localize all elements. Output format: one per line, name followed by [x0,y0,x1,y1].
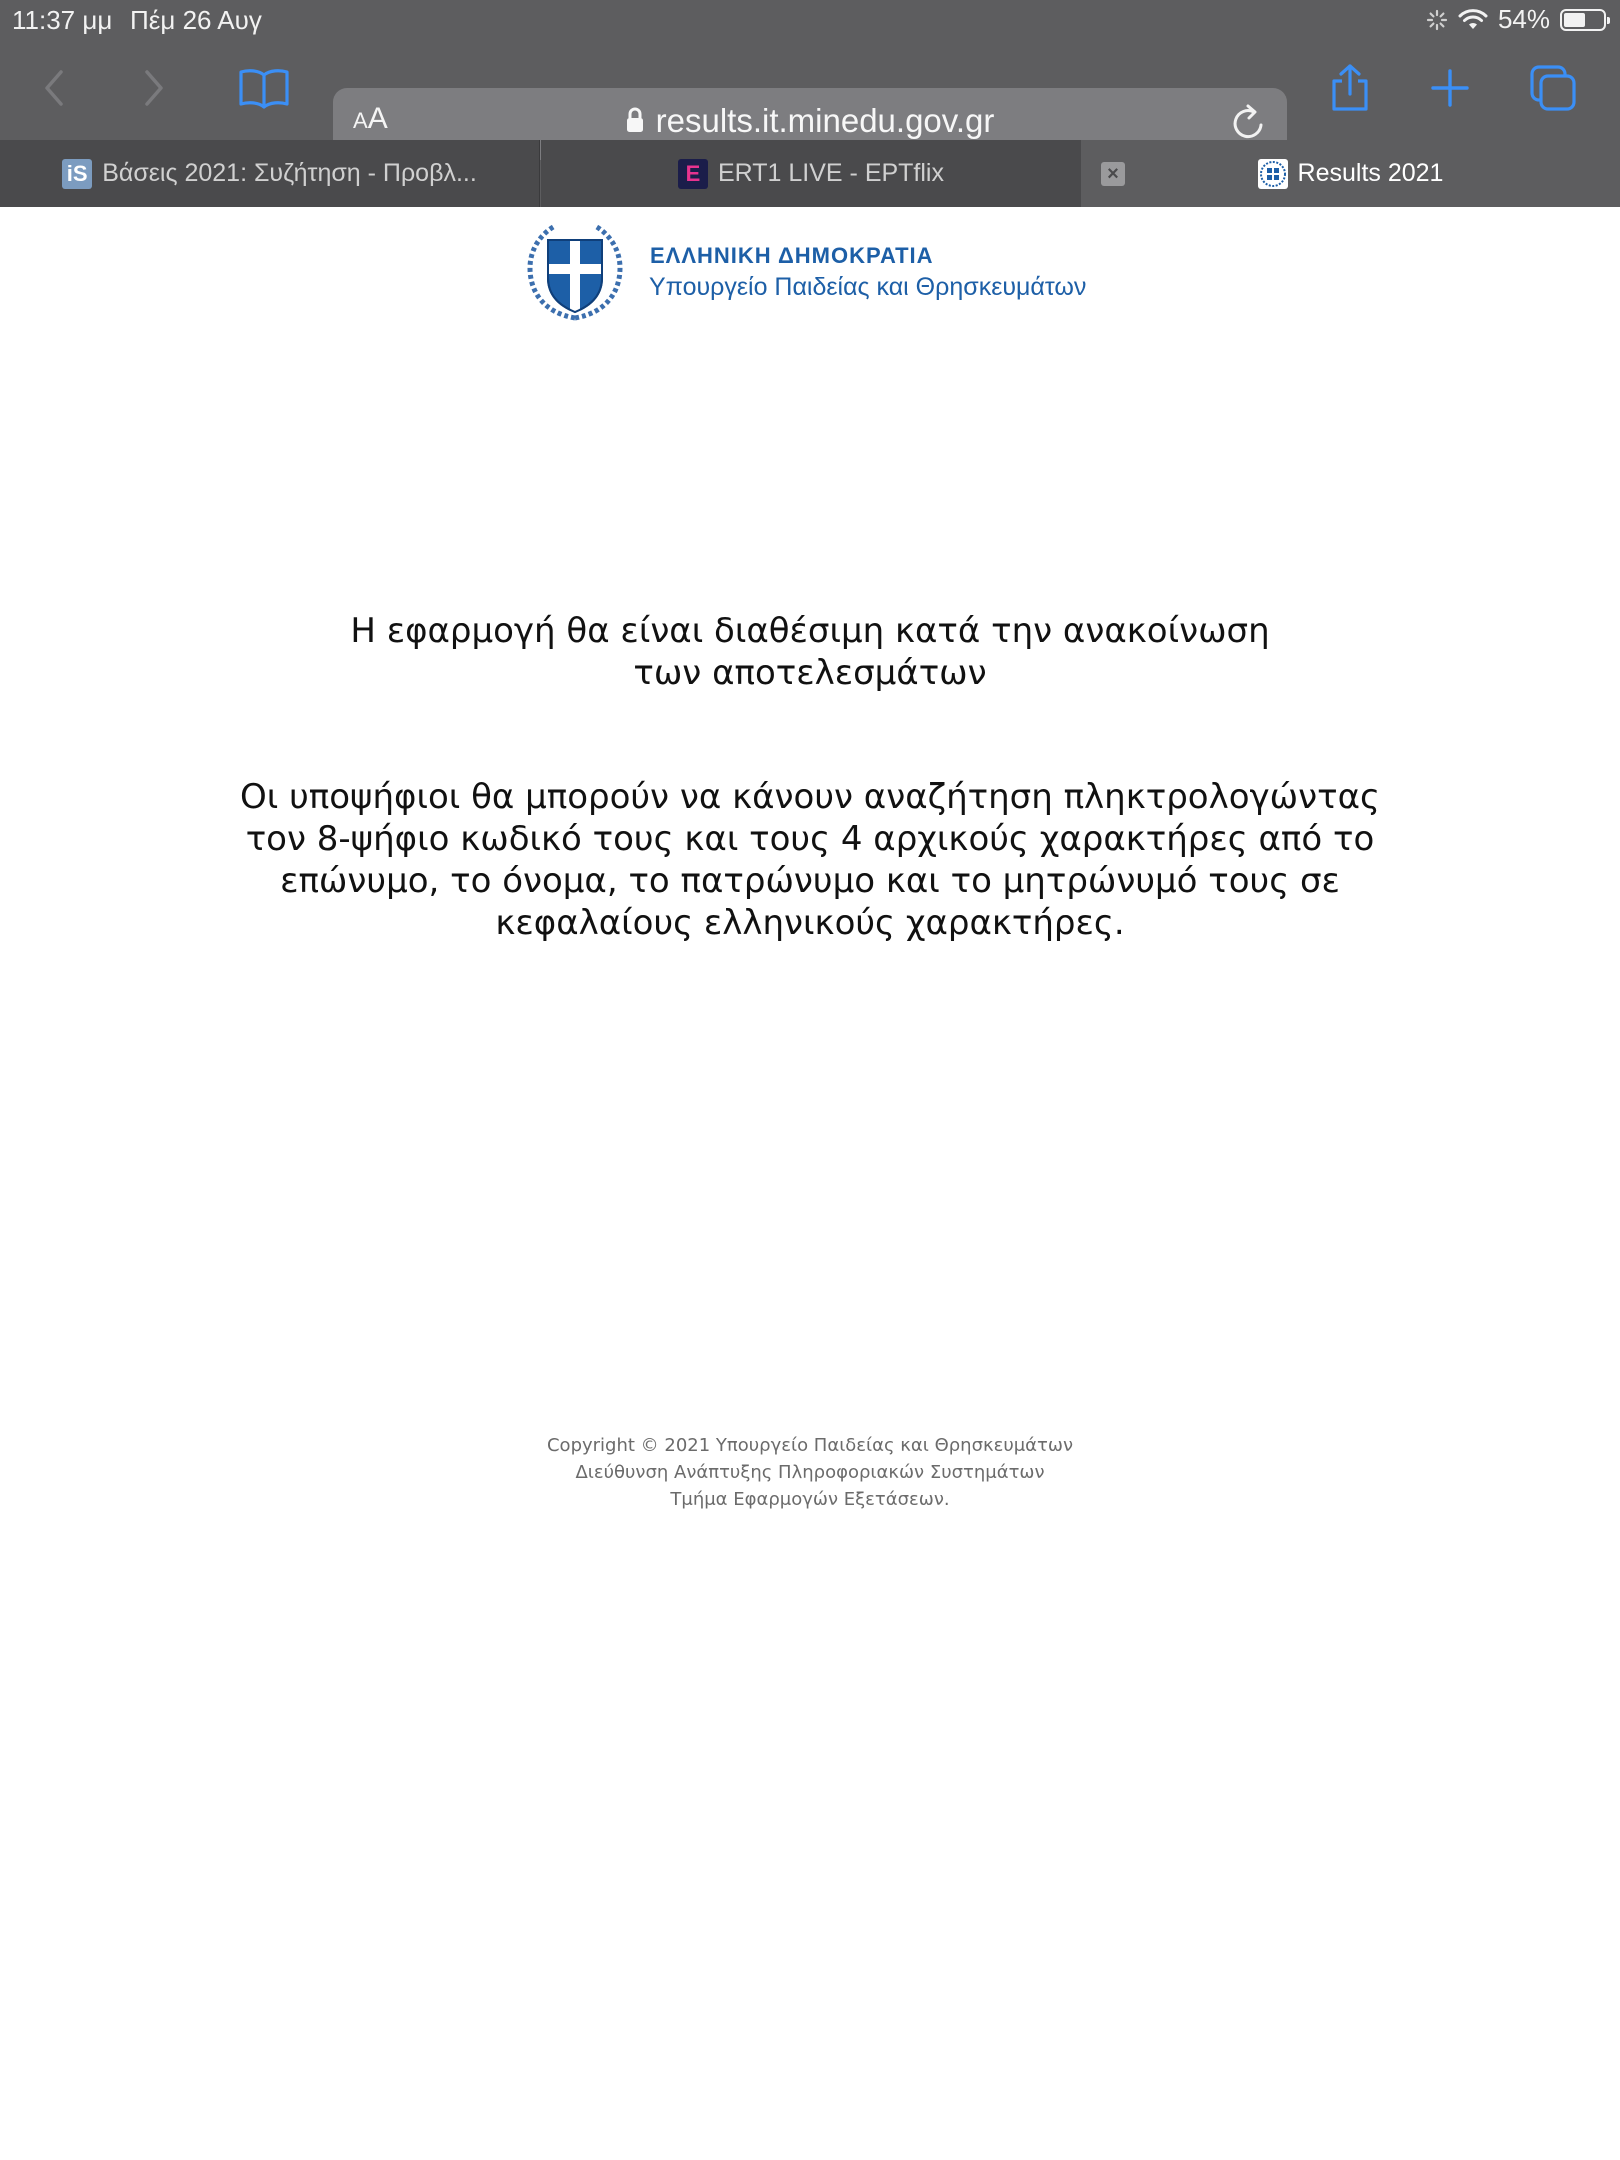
tab-vaseis-2021[interactable] [0,140,540,207]
status-indicators [1426,4,1606,35]
forward-button[interactable] [124,58,184,118]
site-header [520,218,1100,328]
bookmarks-button[interactable] [234,58,294,118]
ertflix-favicon-icon: E [678,159,708,189]
tab-title: ERT1 LIVE - EPTflix [718,159,944,187]
greek-emblem-favicon-icon [1258,159,1288,189]
tab-results-2021[interactable] [1081,140,1620,207]
browser-chrome [0,0,1620,207]
tab-overview-button[interactable] [1523,58,1583,118]
department-text: Διεύθυνση Ανάπτυξης Πληροφοριακών Συστημάτων [575,1462,1045,1483]
activity-spinner-icon [1426,9,1448,31]
tab-ert1-live[interactable] [541,140,1081,207]
chevron-right-icon [139,68,169,108]
page-footer [410,1432,1210,1513]
battery-percentage: 54% [1497,4,1550,34]
plus-icon [1430,68,1470,108]
greek-coat-of-arms-icon [520,218,630,328]
status-bar [0,0,1620,40]
open-book-icon [238,67,290,109]
tabs-icon [1529,64,1577,112]
wifi-icon [1458,9,1488,31]
chevron-left-icon [39,68,69,108]
share-icon [1328,63,1372,113]
back-button[interactable] [24,58,84,118]
tab-title: Βάσεις 2021: Συζήτηση - Προβλ... [102,159,477,187]
reload-icon[interactable] [1227,101,1271,145]
close-tab-icon[interactable]: × [1101,162,1125,186]
lock-icon [626,107,644,133]
section-text: Τμήμα Εφαρμογών Εξετάσεων. [670,1489,950,1510]
status-date: Πέμ 26 Αυγ [130,5,262,35]
copyright-text: Copyright © 2021 Υπουργείο Παιδείας και Θρησκευμάτων [546,1435,1074,1456]
browser-toolbar [0,40,1620,140]
tab-title: Results 2021 [1297,159,1444,187]
url-display[interactable] [333,102,1287,140]
availability-notice: Η εφαρμογή θα είναι διαθέσιμη κατά την ανακοίνωση των αποτελεσμάτων [350,611,1270,693]
url-text: results.it.minedu.gov.gr [655,102,995,139]
search-instructions: Οι υποψήφιοι θα μπορούν να κάνουν αναζήτηση πληκτρολογώντας τον 8-ψήφιο κωδικό τους και τους 4 αρχικούς χαρακτήρες από το επώνυμο, το όνομα, το πατρώνυμο και το μητρώνυμό τους σε κεφαλαίους ελληνικούς χαρακτήρες. [240,777,1380,943]
ministry-name: Υπουργείο Παιδείας και Θρησκευμάτων [649,273,1087,301]
government-name: ΕΛΛΗΝΙΚΗ ΔΗΜΟΚΡΑΤΙΑ [650,243,934,268]
battery-icon [1560,9,1606,31]
status-time: 11:37 μμ [12,5,113,35]
new-tab-button[interactable] [1420,58,1480,118]
tab-strip [0,140,1620,207]
iscool-favicon-icon: iS [62,159,92,189]
text-size-button[interactable]: AA [353,102,388,135]
share-button[interactable] [1320,58,1380,118]
